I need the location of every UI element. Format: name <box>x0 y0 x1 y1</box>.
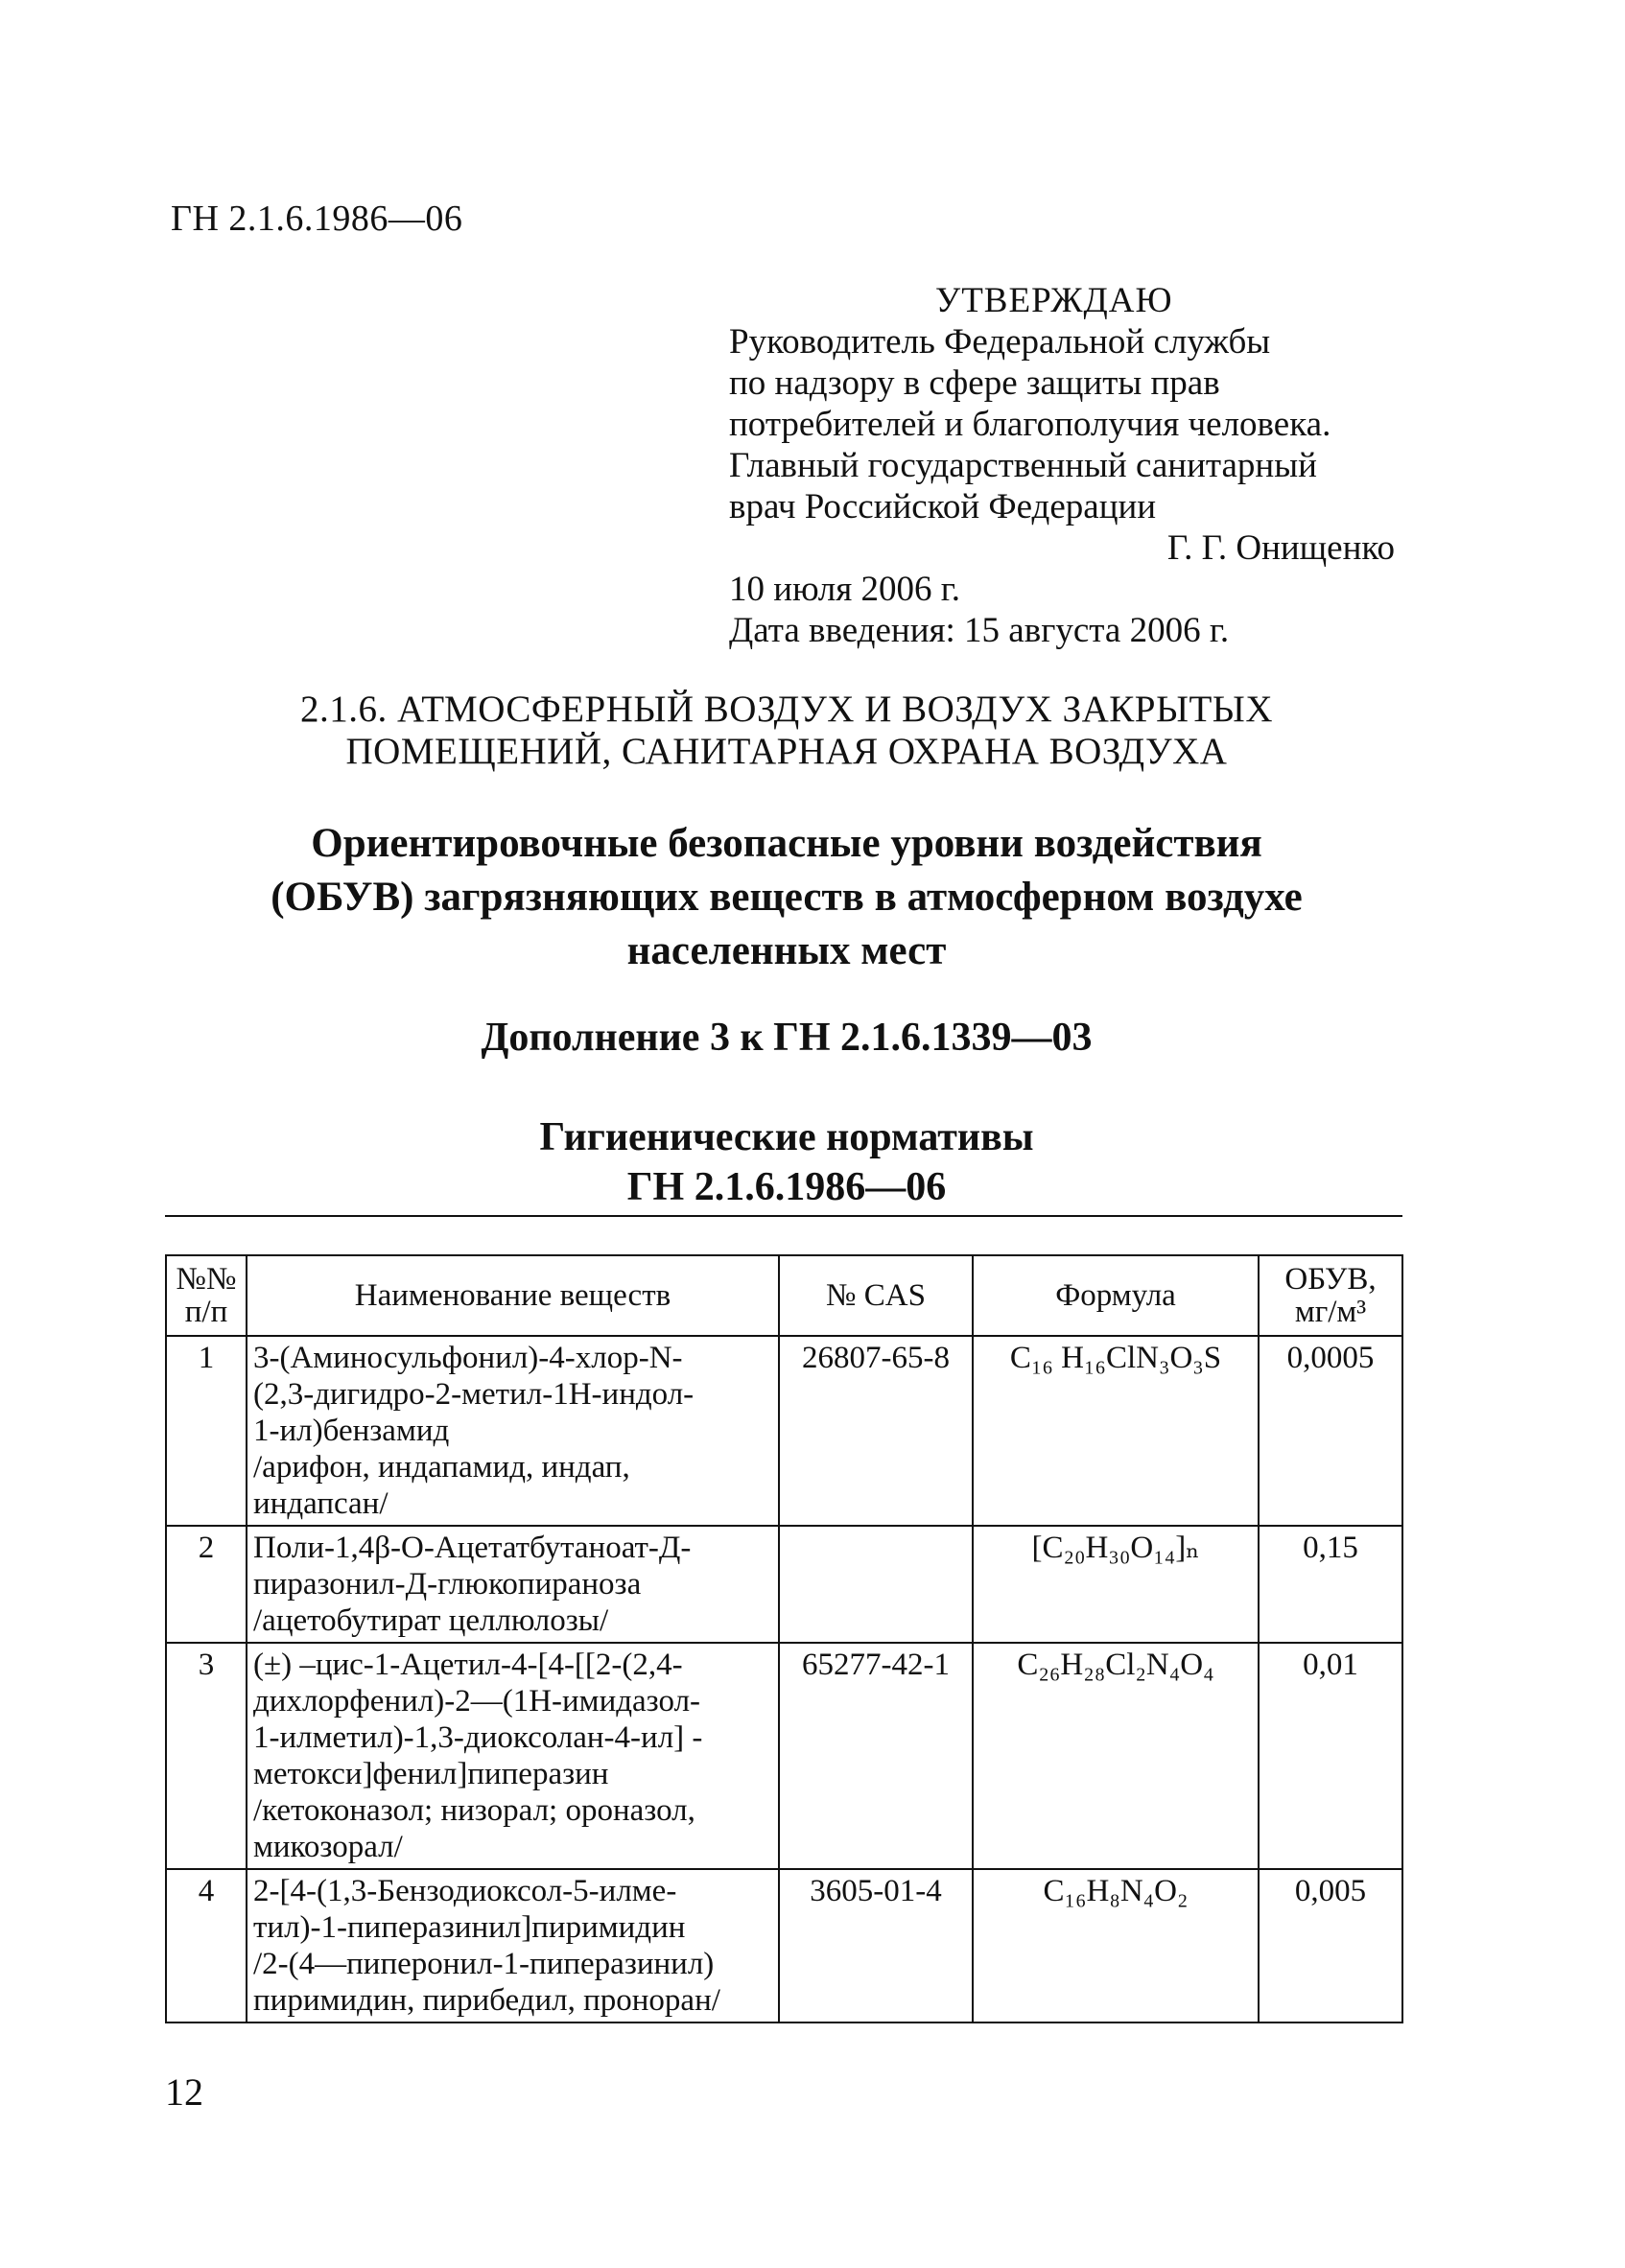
substance-name-line: 3-(Аминосульфонил)-4-хлор-N- <box>253 1341 683 1375</box>
substance-name-line: (±) –цис-1-Ацетил-4-[4-[[2-(2,4- <box>253 1648 683 1682</box>
obuv-value: 0,15 <box>1259 1526 1402 1643</box>
row-number: 4 <box>166 1869 247 2022</box>
main-title-line: населенных мест <box>626 928 947 973</box>
effective-date: Дата введения: 15 августа 2006 г. <box>729 611 1230 650</box>
approval-line: Руководитель Федеральной службы <box>729 322 1271 362</box>
header-obuv-line: ОБУВ, <box>1284 1262 1377 1297</box>
chemical-formula: C₁₆H₈N₄O₂ <box>973 1869 1259 2022</box>
substance-name-line: пиразонил-Д-глюкопираноза <box>253 1567 642 1602</box>
chemical-formula: C₂₆H₂₈Cl₂N₄O₄ <box>973 1643 1259 1869</box>
approval-line: Главный государственный санитарный <box>729 446 1317 485</box>
table-header-row <box>166 1255 1402 1336</box>
substance-name-line: 1-илметил)-1,3-диоксолан-4-ил] - <box>253 1720 703 1755</box>
substance-name-line: пиримидин, пирибедил, проноран/ <box>253 1983 720 2018</box>
substance-name-line: 1-ил)бензамид <box>253 1414 450 1448</box>
substance-name-line: /кетоконазол; низорал; ороназол, <box>253 1793 695 1828</box>
norms-title-line: ГН 2.1.6.1986—06 <box>626 1165 947 1209</box>
norms-title <box>153 1112 1420 1212</box>
substance-name <box>247 1526 779 1643</box>
row-number: 2 <box>166 1526 247 1643</box>
substances-table <box>165 1254 1403 2023</box>
header-cas: № CAS <box>779 1255 973 1336</box>
header-formula: Формула <box>973 1255 1259 1336</box>
obuv-value: 0,01 <box>1259 1643 1402 1869</box>
obuv-value: 0,0005 <box>1259 1336 1402 1526</box>
section-heading-line: 2.1.6. АТМОСФЕРНЫЙ ВОЗДУХ И ВОЗДУХ ЗАКРЫТЫХ <box>299 689 1273 730</box>
page-number: 12 <box>165 2070 203 2114</box>
header-number-line: п/п <box>184 1295 228 1329</box>
chemical-formula: [C₂₀H₃₀O₁₄]ₙ <box>973 1526 1259 1643</box>
horizontal-rule <box>165 1215 1402 1217</box>
table-row <box>166 1643 1402 1869</box>
cas-number <box>779 1526 973 1643</box>
substance-name-line: метокси]фенил]пиперазин <box>253 1757 609 1791</box>
obuv-value: 0,005 <box>1259 1869 1402 2022</box>
header-name: Наименование веществ <box>247 1255 779 1336</box>
substance-name-line: /2-(4—пиперонил-1-пиперазинил) <box>253 1947 715 1981</box>
header-obuv <box>1259 1255 1402 1336</box>
substance-name-line: Поли-1,4β-О-Ацетатбутаноат-Д- <box>253 1531 692 1565</box>
substance-name-line: (2,3-дигидро-2-метил-1Н-индол- <box>253 1377 695 1412</box>
header-obuv-line: мг/м³ <box>1294 1295 1367 1329</box>
main-title <box>144 817 1429 978</box>
row-number: 1 <box>166 1336 247 1526</box>
approval-date: 10 июля 2006 г. <box>729 570 961 609</box>
section-heading <box>153 689 1420 773</box>
table-row <box>166 1869 1402 2022</box>
approval-line: врач Российской Федерации <box>729 487 1157 526</box>
approval-line: потребителей и благополучия человека. <box>729 405 1331 444</box>
main-title-line: (ОБУВ) загрязняющих веществ в атмосферном воздухе <box>271 875 1303 920</box>
norms-title-line: Гигиенические нормативы <box>539 1115 1034 1159</box>
header-number <box>166 1255 247 1336</box>
signatory-name: Г. Г. Онищенко <box>1166 528 1395 568</box>
approval-line: по надзору в сфере защиты прав <box>729 363 1220 403</box>
section-heading-line: ПОМЕЩЕНИЙ, САНИТАРНАЯ ОХРАНА ВОЗДУХА <box>345 731 1228 772</box>
cas-number: 3605-01-4 <box>779 1869 973 2022</box>
substances-table-wrapper <box>165 1254 1401 2023</box>
substance-name-line: индапсан/ <box>253 1486 389 1521</box>
substance-name-line: /ацетобутират целлюлозы/ <box>253 1603 609 1638</box>
substance-name-line: 2-[4-(1,3-Бензодиоксол-5-илме- <box>253 1874 677 1908</box>
substance-name-line: микозорал/ <box>253 1830 403 1864</box>
approval-block <box>729 280 1401 651</box>
substance-name-line: дихлорфенил)-2—(1Н-имидазол- <box>253 1684 701 1719</box>
substance-name <box>247 1336 779 1526</box>
substance-name <box>247 1643 779 1869</box>
table-row <box>166 1526 1402 1643</box>
substance-name-line: /арифон, индапамид, индап, <box>253 1450 630 1485</box>
substance-name-line: тил)-1-пиперазинил]пиримидин <box>253 1910 686 1945</box>
row-number: 3 <box>166 1643 247 1869</box>
substance-name <box>247 1869 779 2022</box>
table-row <box>166 1336 1402 1526</box>
main-title-line: Ориентировочные безопасные уровни воздействия <box>311 821 1262 866</box>
cas-number: 26807-65-8 <box>779 1336 973 1526</box>
supplement-title: Дополнение 3 к ГН 2.1.6.1339—03 <box>481 1016 1093 1060</box>
document-code: ГН 2.1.6.1986—06 <box>171 199 463 239</box>
header-number-line: №№ <box>176 1262 237 1297</box>
approval-title: УТВЕРЖДАЮ <box>935 281 1173 320</box>
chemical-formula: C₁₆ H₁₆ClN₃O₃S <box>973 1336 1259 1526</box>
cas-number: 65277-42-1 <box>779 1643 973 1869</box>
